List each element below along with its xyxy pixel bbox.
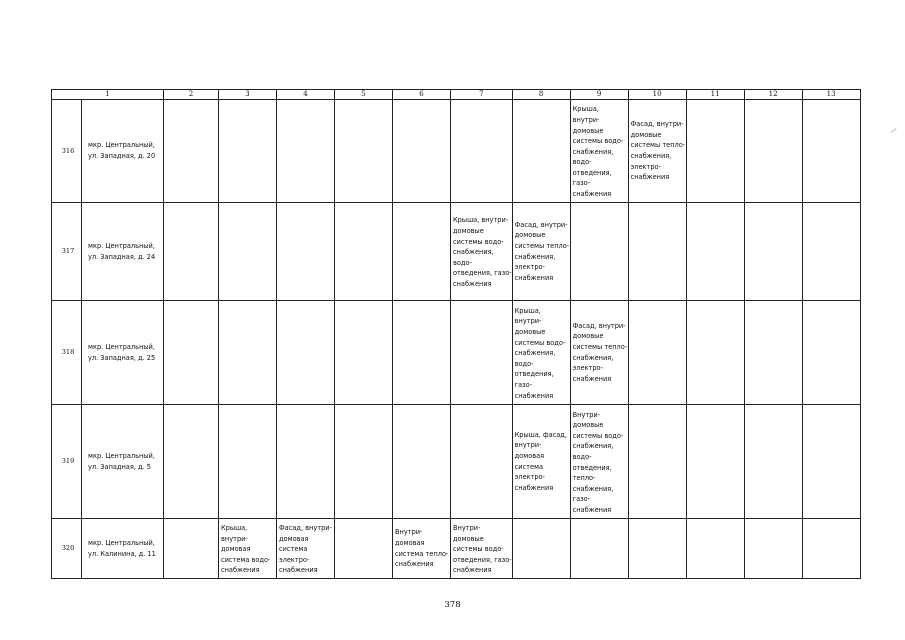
work-type-cell (393, 519, 451, 579)
row-number: 318 (52, 301, 82, 405)
work-type-line: снабжения (572, 190, 612, 199)
work-type-line: снабжения, (572, 147, 614, 156)
work-type-line: электро- (514, 263, 545, 272)
work-type-line: домовые (572, 421, 604, 430)
work-type-line: снабжения, (514, 252, 556, 261)
empty-cell (451, 301, 513, 405)
column-header-5: 5 (335, 90, 393, 100)
table-row (52, 100, 861, 203)
address-cell (82, 203, 164, 301)
empty-cell (393, 301, 451, 405)
work-type-line: снабжения, (572, 353, 614, 362)
empty-cell (335, 203, 393, 301)
work-type-line: тепло- (572, 474, 596, 483)
address-line: ул. Западная, д. 24 (88, 252, 156, 261)
column-header-8: 8 (512, 90, 570, 100)
empty-cell (164, 405, 219, 519)
empty-cell (219, 100, 277, 203)
empty-cell (164, 203, 219, 301)
work-type-line: Фасад, внутри- (279, 524, 332, 533)
empty-cell (219, 405, 277, 519)
work-type-line: Крыша, фасад, (514, 430, 567, 439)
table-row (52, 301, 861, 405)
empty-cell (628, 519, 686, 579)
work-type-line: домовая (221, 545, 251, 554)
address-line: ул. Западная, д. 25 (88, 353, 156, 362)
work-type-line: Крыша, внутри- (453, 216, 509, 225)
work-type-line: снабжения (514, 391, 554, 400)
work-type-line: внутри- (572, 115, 600, 124)
work-type-line: Фасад, внутри- (630, 120, 684, 129)
address-line: мкр. Центральный, (88, 241, 155, 250)
work-type-line: отведения, газо- (453, 269, 512, 278)
empty-cell (628, 203, 686, 301)
work-type-line: домовая (279, 534, 309, 543)
work-type-cell (451, 203, 513, 301)
work-type-line: снабжения (221, 566, 260, 575)
address-cell (82, 519, 164, 579)
work-type-line: отведения, газо- (453, 555, 512, 564)
work-type-line: снабжения, (514, 349, 556, 358)
work-type-line: система (279, 545, 308, 554)
work-type-line: системы водо- (453, 545, 504, 554)
table-row (52, 405, 861, 519)
work-type-cell (512, 405, 570, 519)
work-type-line: снабжения (514, 483, 554, 492)
work-type-cell (570, 301, 628, 405)
work-type-line: Крыша, (514, 306, 541, 315)
column-header-10: 10 (628, 90, 686, 100)
work-type-line: отведения, (572, 168, 612, 177)
work-type-line: водо- (453, 258, 472, 267)
empty-cell (744, 519, 802, 579)
empty-cell (744, 100, 802, 203)
work-type-line: отведения, (514, 370, 554, 379)
column-header-4: 4 (277, 90, 335, 100)
empty-cell (277, 405, 335, 519)
work-type-cell (451, 519, 513, 579)
empty-cell (393, 203, 451, 301)
work-type-line: снабжения, (453, 248, 494, 257)
work-type-line: электро- (279, 555, 310, 564)
work-type-cell (512, 203, 570, 301)
work-type-line: снабжения (572, 374, 612, 383)
empty-cell (686, 519, 744, 579)
work-type-line: снабжения (453, 279, 492, 288)
work-type-line: Фасад, внутри- (514, 220, 568, 229)
empty-cell (686, 301, 744, 405)
work-type-line: электро- (572, 364, 603, 373)
column-header-3: 3 (219, 90, 277, 100)
work-type-line: снабжения (514, 273, 554, 282)
address-line: ул. Западная, д. 5 (88, 462, 151, 471)
column-header-2: 2 (164, 90, 219, 100)
empty-cell (686, 100, 744, 203)
work-type-line: внутри- (514, 441, 542, 450)
empty-cell (393, 405, 451, 519)
empty-cell (802, 405, 860, 519)
work-type-line: снабжения (395, 560, 434, 569)
address-line: ул. Калинина, д. 11 (88, 549, 156, 558)
work-type-line: водо- (572, 158, 592, 167)
work-type-line: домовые (630, 130, 662, 139)
work-type-line: электро- (514, 473, 545, 482)
empty-cell (744, 405, 802, 519)
column-header-6: 6 (393, 90, 451, 100)
column-header-1: 1 (52, 90, 164, 100)
work-type-cell (277, 519, 335, 579)
work-type-cell (570, 100, 628, 203)
work-type-line: внутри- (514, 317, 542, 326)
page-number: 378 (444, 600, 461, 610)
work-type-line: домовые (453, 534, 484, 543)
work-type-line: Крыша, (572, 105, 599, 114)
work-type-cell (512, 301, 570, 405)
work-type-line: системы тепло- (572, 342, 628, 351)
empty-cell (512, 100, 570, 203)
work-type-line: домовая (395, 538, 425, 547)
address-line: мкр. Центральный, (88, 141, 155, 150)
work-type-line: снабжения, (572, 442, 614, 451)
header-row (52, 90, 861, 100)
address-line: мкр. Центральный, (88, 538, 155, 547)
empty-cell (686, 203, 744, 301)
work-type-line: системы тепло- (514, 241, 570, 250)
empty-cell (802, 100, 860, 203)
empty-cell (512, 519, 570, 579)
work-type-line: системы водо- (572, 431, 624, 440)
empty-cell (219, 203, 277, 301)
work-type-line: система (514, 462, 544, 471)
work-type-line: снабжения (630, 173, 670, 182)
row-number: 319 (52, 405, 82, 519)
empty-cell (277, 100, 335, 203)
work-type-line: системы водо- (453, 237, 504, 246)
empty-cell (335, 519, 393, 579)
empty-cell (628, 405, 686, 519)
work-type-line: внутри- (221, 534, 248, 543)
empty-cell (451, 405, 513, 519)
empty-cell (802, 203, 860, 301)
column-header-7: 7 (451, 90, 513, 100)
empty-cell (686, 405, 744, 519)
work-type-line: Фасад, внутри- (572, 321, 626, 330)
work-type-line: системы водо- (572, 137, 624, 146)
work-type-line: домовые (514, 231, 546, 240)
work-type-line: отведения, (572, 463, 612, 472)
work-type-line: домовые (572, 126, 604, 135)
address-cell (82, 100, 164, 203)
empty-cell (570, 519, 628, 579)
work-type-line: домовая (514, 451, 545, 460)
empty-cell (451, 100, 513, 203)
empty-cell (744, 301, 802, 405)
address-cell (82, 405, 164, 519)
work-type-line: Крыша, (221, 524, 248, 533)
work-type-line: системы тепло- (630, 141, 686, 150)
work-type-line: снабжения (279, 566, 318, 575)
empty-cell (164, 301, 219, 405)
row-number: 320 (52, 519, 82, 579)
address-cell (82, 301, 164, 405)
empty-cell (335, 301, 393, 405)
column-header-9: 9 (570, 90, 628, 100)
work-type-line: домовые (572, 332, 604, 341)
work-type-cell (570, 405, 628, 519)
work-type-line: домовые (453, 227, 484, 236)
work-type-line: Внутри- (453, 524, 481, 533)
work-type-line: Внутри- (395, 528, 423, 537)
empty-cell (164, 519, 219, 579)
work-type-cell (219, 519, 277, 579)
empty-cell (802, 519, 860, 579)
work-type-line: газо- (514, 380, 533, 389)
work-type-line: система тепло- (395, 549, 449, 558)
work-type-line: домовые (514, 328, 546, 337)
address-line: ул. Западная, д. 20 (88, 152, 156, 160)
empty-cell (164, 100, 219, 203)
empty-cell (802, 301, 860, 405)
column-header-11: 11 (686, 90, 744, 100)
work-type-line: газо- (572, 179, 591, 188)
work-type-line: снабжения, (630, 152, 672, 160)
work-type-line: системы водо- (514, 338, 566, 347)
empty-cell (744, 203, 802, 301)
work-type-line: система водо- (221, 555, 271, 564)
column-header-12: 12 (744, 90, 802, 100)
table-row (52, 519, 861, 579)
address-line: мкр. Центральный, (88, 451, 155, 460)
empty-cell (335, 405, 393, 519)
address-line: мкр. Центральный, (88, 342, 155, 351)
row-number: 317 (52, 203, 82, 301)
empty-cell (335, 100, 393, 203)
empty-cell (277, 203, 335, 301)
work-type-line: снабжения (453, 566, 492, 575)
work-type-line: снабжения (572, 505, 612, 514)
work-type-line: снабжения, (572, 484, 614, 493)
empty-cell (219, 301, 277, 405)
repair-schedule-table (51, 89, 861, 579)
work-type-line: водо- (572, 452, 592, 461)
scan-edge-mark (890, 128, 896, 133)
column-header-13: 13 (802, 90, 860, 100)
row-number: 316 (52, 100, 82, 203)
work-type-line: водо- (514, 359, 534, 368)
work-type-line: газо- (572, 495, 591, 504)
work-type-cell (628, 100, 686, 203)
work-type-line: электро- (630, 162, 661, 171)
table-row (52, 203, 861, 301)
empty-cell (570, 203, 628, 301)
work-type-line: Внутри- (572, 410, 601, 419)
empty-cell (393, 100, 451, 203)
empty-cell (277, 301, 335, 405)
empty-cell (628, 301, 686, 405)
